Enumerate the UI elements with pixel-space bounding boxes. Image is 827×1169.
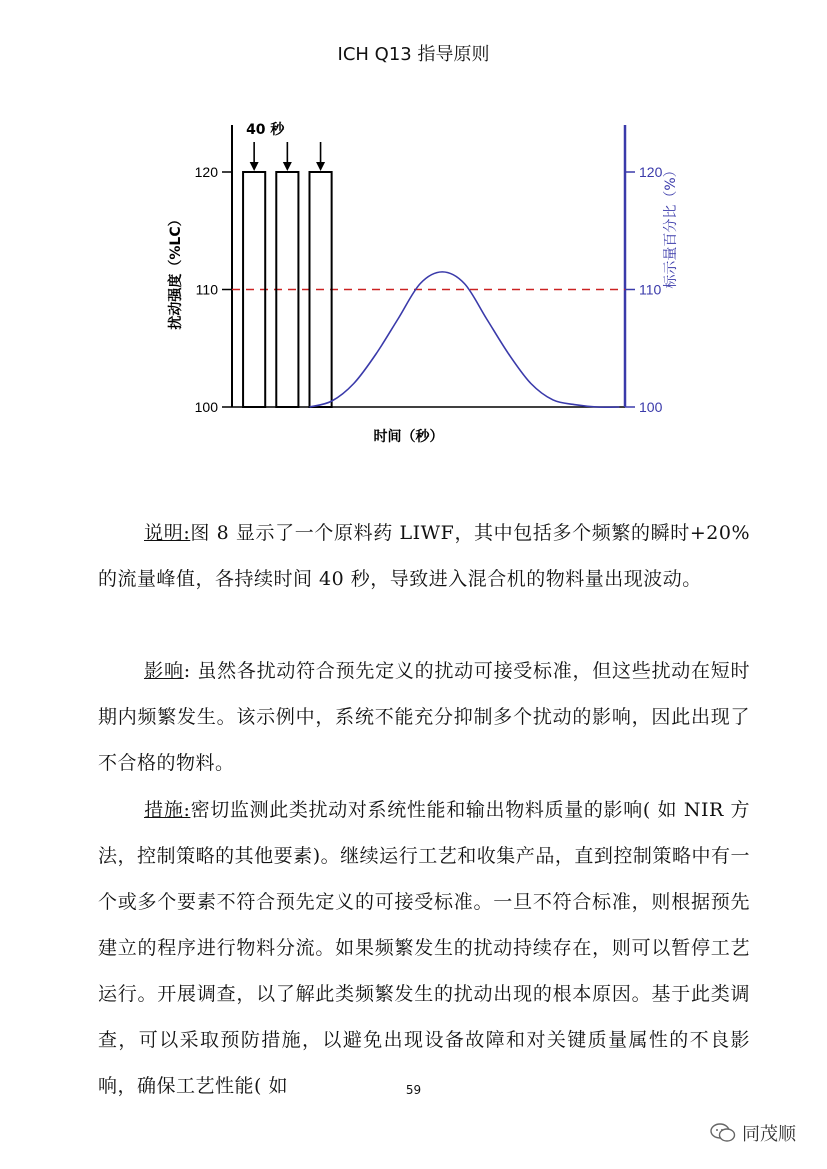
right-tick-label: 110 bbox=[639, 281, 662, 298]
right-tick-label: 120 bbox=[639, 164, 663, 180]
left-tick-label: 120 bbox=[194, 164, 218, 180]
impact-colon: : bbox=[183, 660, 191, 682]
action-term: 措施: bbox=[144, 799, 191, 821]
page-number: 59 bbox=[405, 1083, 422, 1097]
right-y-axis-label: 标示量百分比（%） bbox=[663, 163, 679, 289]
right-tick-label: 100 bbox=[639, 399, 663, 415]
pulse-arrow-head bbox=[250, 162, 259, 171]
pulse-arrow-head bbox=[283, 162, 292, 171]
impact-text: 虽然各扰动符合预先定义的扰动可接受标准，但这些扰动在短时期内频繁发生。该示例中，系统不能充分抑制多个扰动的影响，因此出现了不合格的物料。 bbox=[98, 660, 750, 774]
watermark bbox=[710, 1120, 796, 1146]
paragraph-impact bbox=[98, 648, 750, 786]
page-header-title: ICH Q13 指导原则 bbox=[337, 44, 490, 65]
left-y-axis-label: 扰动强度（%LC） bbox=[168, 212, 184, 330]
pulse-duration-annotation: 40 秒 bbox=[246, 122, 285, 138]
watermark-text: 同茂顺 bbox=[742, 1124, 796, 1145]
disturbance-chart bbox=[150, 110, 679, 455]
chat-bubble-icon bbox=[710, 1122, 736, 1144]
left-tick-label: 100 bbox=[194, 399, 218, 415]
left-tick-label: 110 bbox=[195, 281, 218, 298]
impact-term: 影响 bbox=[144, 660, 184, 682]
description-text: 图 8 显示了一个原料药 LIWF，其中包括多个频繁的瞬时+20%的流量峰值，各持续时间 40 秒，导致进入混合机的物料量出现波动。 bbox=[98, 522, 750, 590]
paragraph-action bbox=[98, 787, 750, 1109]
paragraph-description bbox=[98, 510, 750, 602]
pulse-arrow-head bbox=[316, 162, 325, 171]
x-axis-label: 时间（秒） bbox=[373, 429, 444, 445]
response-curve bbox=[309, 272, 619, 407]
description-term: 说明: bbox=[144, 522, 191, 544]
action-text: 密切监测此类扰动对系统性能和输出物料质量的影响( 如 NIR 方法，控制策略的其他要素)。继续运行工艺和收集产品，直到控制策略中有一个或多个要素不符合预先定义的可接受标准。一旦不符合标准，则根据预先建立的程序进行物料分流。如果频繁发生的扰动持续存在，则可以暂停工艺运行。开展调查，以了解此类频繁发生的扰动出现的根本原因。基于此类调查，可以采取预防措施，以避免出现设备故障和对关键质量属性的不良影响，确保工艺性能( 如 bbox=[98, 799, 750, 1097]
